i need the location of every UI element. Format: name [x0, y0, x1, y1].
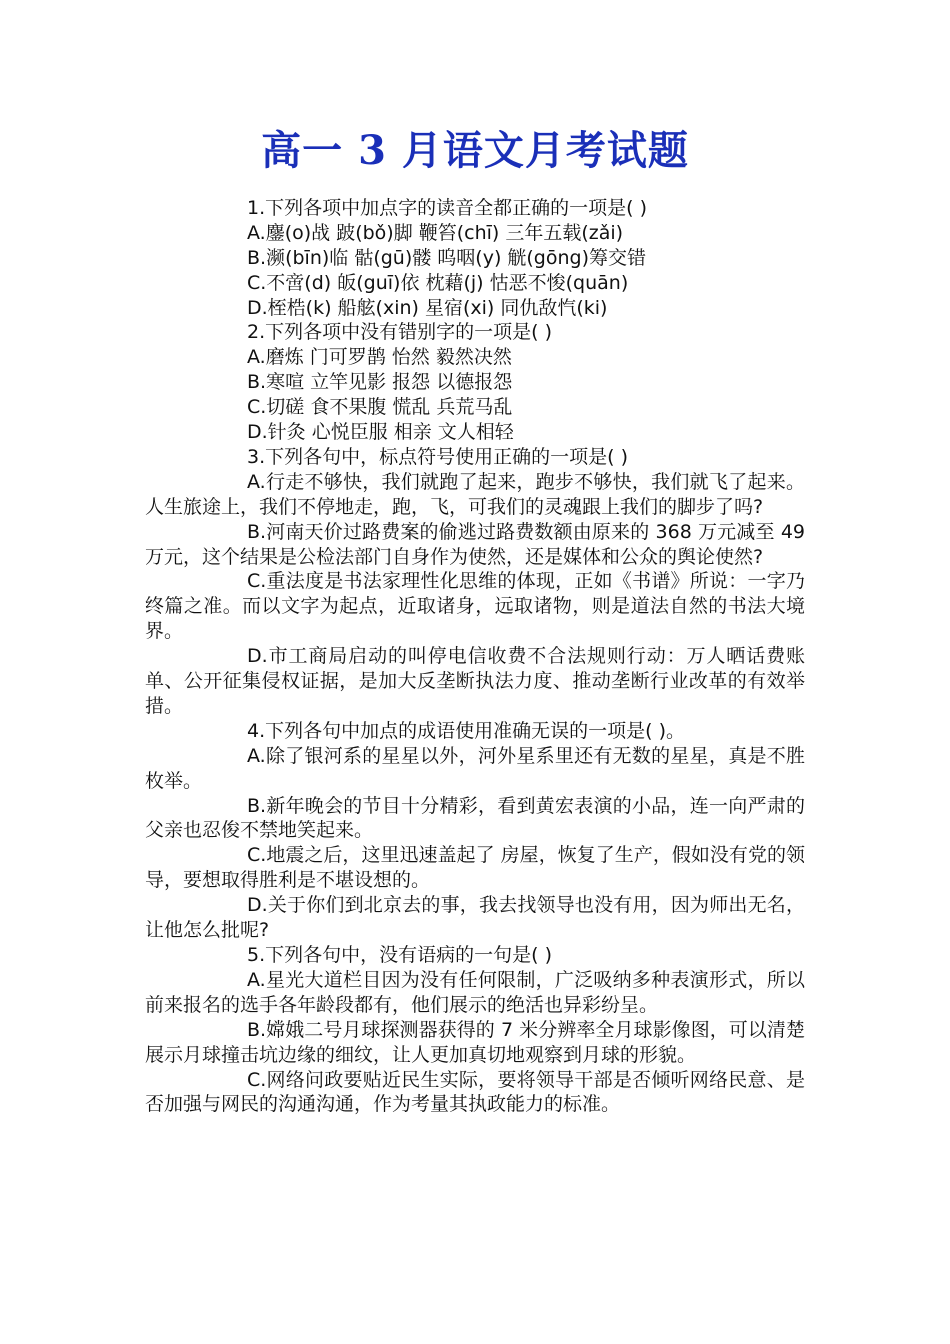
question-2-option-c: C.切磋 食不果腹 慌乱 兵荒马乱 [247, 396, 513, 419]
question-3-option-a: A.行走不够快，我们就跑了起来，跑步不够快，我们就飞了起来。人生旅途上，我们不停地走，跑，飞，可我们的灵魂跟上我们的脚步了吗? [145, 470, 805, 518]
question-4-option-b: B.新年晚会的节目十分精彩，看到黄宏表演的小品，连一向严肃的父亲也忍俊不禁地笑起来。 [145, 794, 805, 842]
question-5-option-a: A.星光大道栏目因为没有任何限制，广泛吸纳多种表演形式，所以前来报名的选手各年龄段都有，他们展示的绝活也异彩纷呈。 [145, 968, 805, 1016]
question-2-stem: 2.下列各项中没有错别字的一项是( ) [247, 321, 552, 344]
question-4-stem: 4.下列各句中加点的成语使用准确无误的一项是( )。 [247, 719, 685, 742]
question-3-stem: 3.下列各句中，标点符号使用正确的一项是( ) [247, 445, 628, 468]
question-5-stem: 5.下列各句中，没有语病的一句是( ) [247, 944, 552, 966]
page-title: 高一 3 月语文月考试题 [261, 127, 689, 174]
question-3-option-d: D.市工商局启动的叫停电信收费不合法规则行动：万人晒话费账单、公开征集侵权证据，是加大反垄断执法力度、推动垄断行业改革的有效举措。 [145, 645, 805, 717]
document-body [145, 196, 805, 1117]
question-2-option-d: D.针灸 心悦臣服 相亲 文人相轻 [247, 421, 514, 444]
question-4-option-a: A.除了银河系的星星以外，河外星系里还有无数的星星，真是不胜枚举。 [145, 744, 805, 792]
question-3-option-b: B.河南天价过路费案的偷逃过路费数额由原来的 368 万元减至 49 万元，这个结果是公检法部门自身作为使然，还是媒体和公众的舆论使然? [145, 520, 805, 568]
question-2-option-b: B.寒喧 立竿见影 报怨 以德报怨 [247, 371, 513, 394]
question-4-option-d: D.关于你们到北京去的事，我去找领导也没有用，因为师出无名，让他怎么批呢? [145, 894, 805, 942]
question-1-option-b: B.濒(bīn)临 骷(gū)髅 呜咽(y) 觥(gōng)筹交错 [247, 246, 647, 269]
question-2-option-a: A.磨炼 门可罗鹊 怡然 毅然决然 [247, 346, 512, 369]
question-3-option-c: C.重法度是书法家理性化思维的体现，正如《书谱》所说：一字乃终篇之准。而以文字为起点，近取诸身，远取诸物，则是道法自然的书法大境界。 [145, 570, 805, 643]
question-5-option-c: C.网络问政要贴近民生实际，要将领导干部是否倾听网络民意、是否加强与网民的沟通沟通，作为考量其执政能力的标准。 [145, 1068, 805, 1116]
question-1-option-c: C.不啻(d) 皈(guī)依 枕藉(j) 怙恶不悛(quān) [247, 271, 629, 294]
question-5-option-b: B.嫦娥二号月球探测器获得的 7 米分辨率全月球影像图，可以清楚展示月球撞击坑边缘的细纹，让人更加真切地观察到月球的形貌。 [145, 1018, 805, 1066]
question-4-option-c: C.地震之后，这里迅速盖起了 房屋，恢复了生产，假如没有党的领导，要想取得胜利是不堪设想的。 [145, 844, 805, 892]
question-1-option-a: A.鏖(o)战 跛(bǒ)脚 鞭笞(chī) 三年五载(zǎi) [247, 221, 624, 244]
question-1-stem: 1.下列各项中加点字的读音全都正确的一项是( ) [247, 197, 647, 219]
question-1-option-d: D.桎梏(k) 船舷(xin) 星宿(xi) 同仇敌忾(ki) [247, 296, 608, 319]
